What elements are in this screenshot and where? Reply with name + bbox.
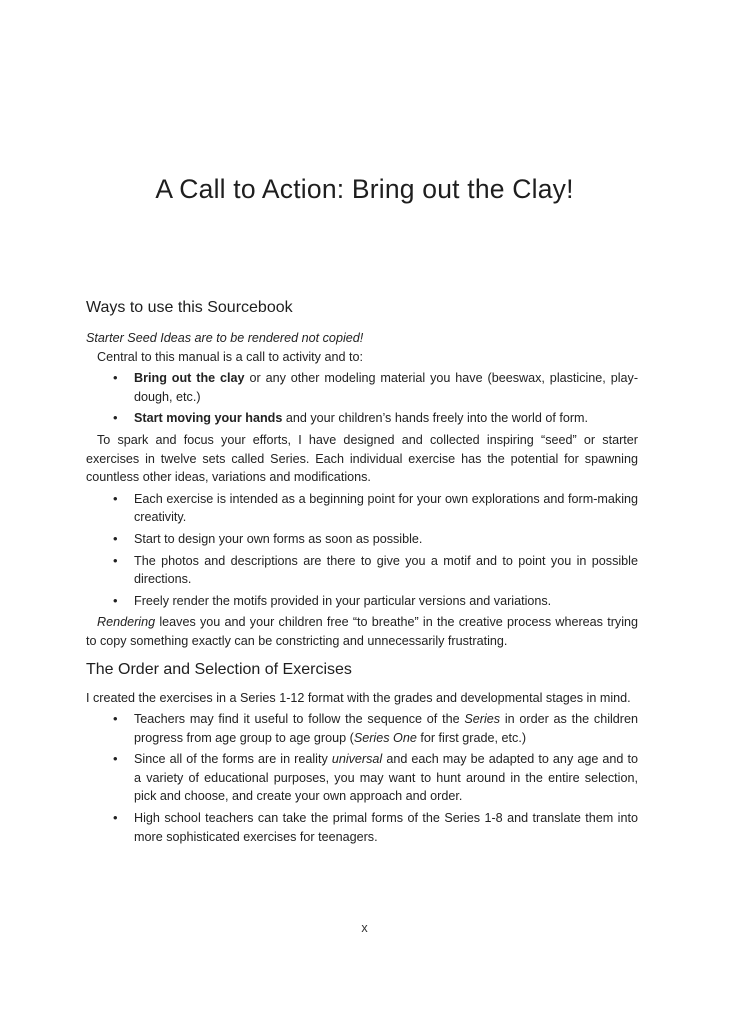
list-item (134, 750, 638, 806)
intro-paragraph: Central to this manual is a call to activity and to: (97, 349, 363, 364)
exercise-tips-list (86, 490, 638, 611)
list-item-text: Since all of the forms are in reality (134, 752, 332, 767)
italic-word: Series (464, 712, 501, 727)
order-intro-paragraph: I created the exercises in a Series 1-12 format with the grades and developmental stages in mind. (86, 690, 631, 705)
list-item-text: and your children’s hands freely into the world of form. (282, 411, 589, 426)
section-heading-order: The Order and Selection of Exercises (86, 660, 352, 678)
page-number: x (361, 921, 368, 935)
list-item-text: or any other modeling material you have (beeswax, plasticine, play-dough, etc.) (134, 371, 639, 404)
list-item: • High school teachers can take the primal forms of the Series 1-8 and translate them into more sophisticated exercises for teenagers. (134, 809, 638, 846)
italic-subheading: Starter Seed Ideas are to be rendered not copied! (86, 331, 364, 345)
list-item-text: and each may be adapted to any age and to a variety of educational purposes, you may want to hunt around in the entire selection, pick and choose, and create your own approach and order. (134, 752, 639, 804)
list-item-text: in order as the children progress from age group to age group ( (134, 712, 638, 745)
section-heading-ways: Ways to use this Sourcebook (86, 299, 293, 316)
list-item (134, 369, 638, 406)
list-item: • Freely render the motifs provided in your particular versions and variations. (134, 592, 638, 611)
bold-phrase: Start moving your hands (134, 411, 283, 426)
italic-word: Rendering (97, 615, 156, 630)
list-item: • Start to design your own forms as soon as possible. (134, 530, 638, 549)
list-item (134, 409, 638, 428)
bold-phrase: Bring out the clay (134, 371, 245, 386)
paragraph-text: leaves you and your children free “to breathe” in the creative process whereas trying to copy something exactly can be constricting and unnecessarily frustrating. (86, 615, 638, 648)
list-item-text: Teachers may find it useful to follow the sequence of the (134, 712, 465, 727)
list-item: • Each exercise is intended as a beginning point for your own explorations and form-making creativity. (134, 490, 638, 527)
order-list (86, 710, 638, 846)
list-item-text: for first grade, etc.) (416, 730, 527, 745)
call-to-action-list (86, 369, 638, 428)
body-content (86, 297, 638, 849)
page-title: A Call to Action: Bring out the Clay! (155, 174, 574, 204)
italic-word: Series One (353, 730, 417, 745)
list-item (134, 710, 638, 747)
italic-word: universal (331, 752, 383, 767)
rendering-paragraph (86, 613, 638, 650)
list-item: • The photos and descriptions are there to give you a motif and to point you in possible directions. (134, 552, 638, 589)
seed-paragraph: To spark and focus your efforts, I have designed and collected inspiring “seed” or starter exercises in twelve sets called Series. Each individual exercise has the potential for spawning countless other ideas, variations and modifications. (86, 432, 638, 485)
